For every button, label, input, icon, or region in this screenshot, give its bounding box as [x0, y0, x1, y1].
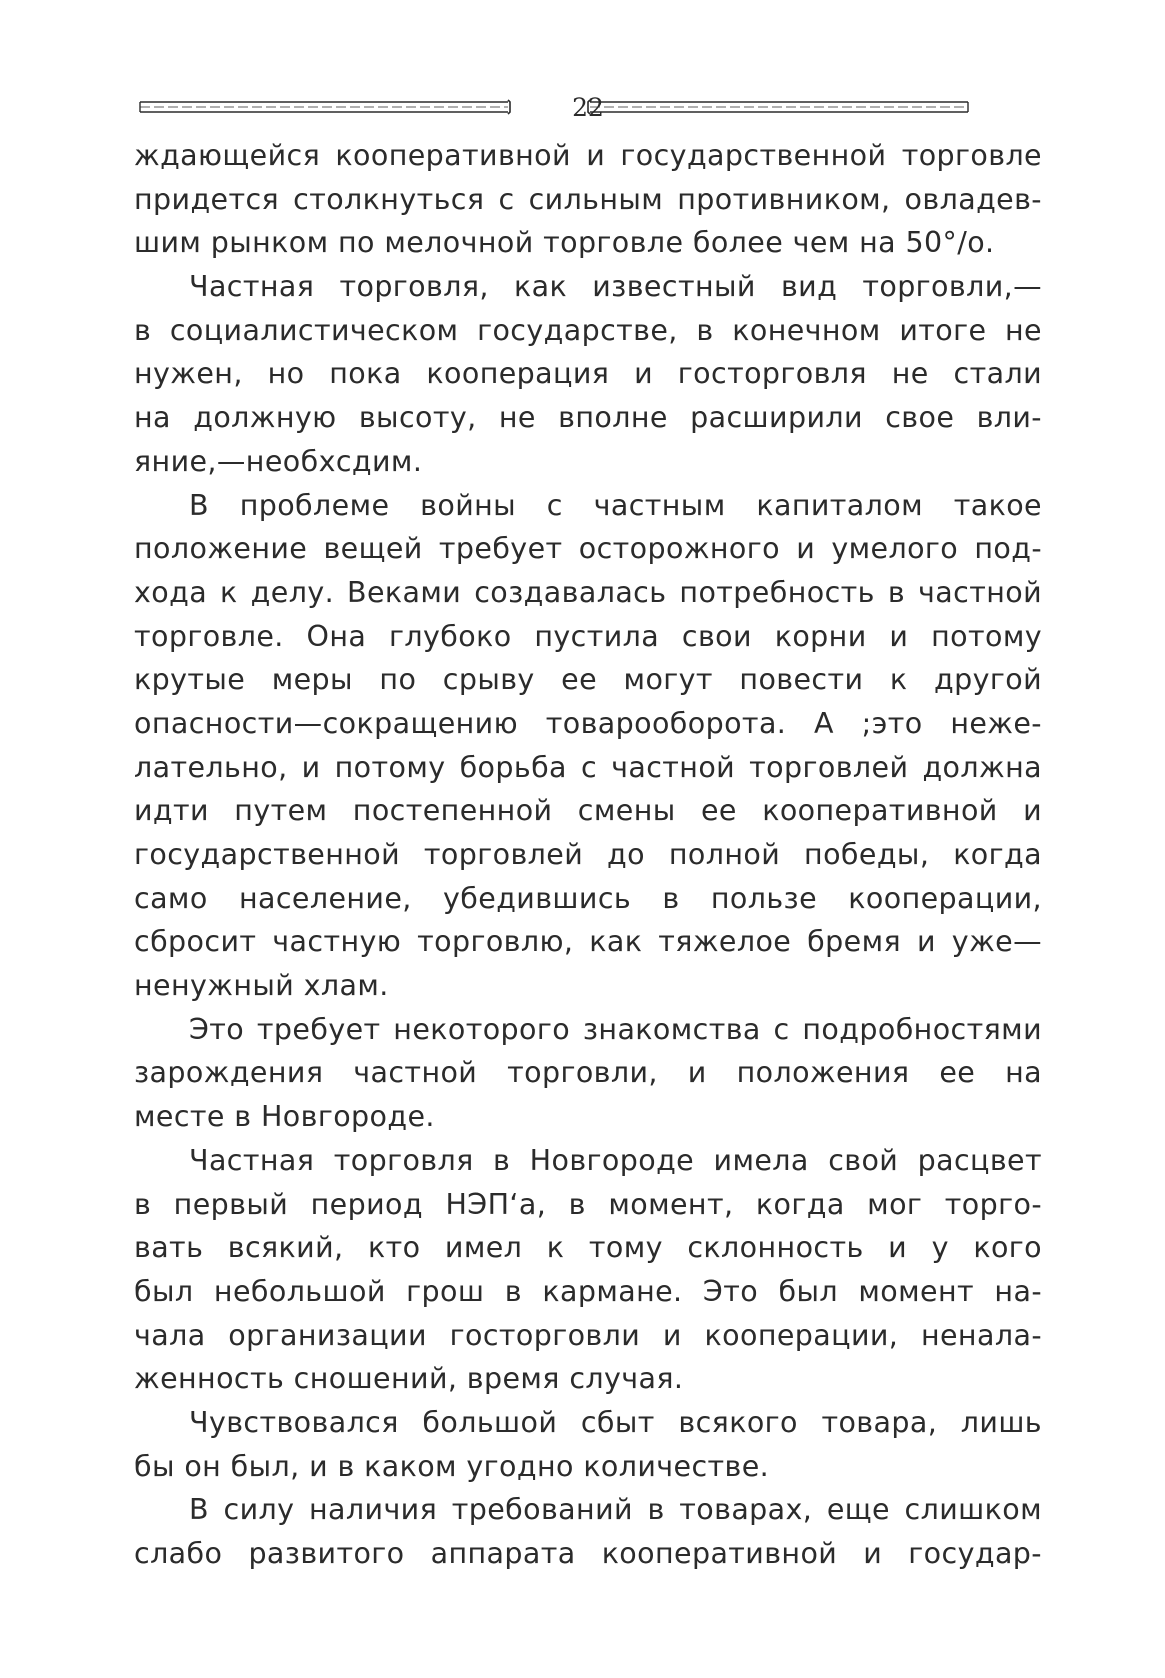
text-line: крутые меры по срыву ее могут повести к другой [134, 663, 1042, 697]
text-line: Чувствовался большой сбыт всякого товара, лишь [189, 1405, 1042, 1439]
text-line: торговле. Она глубоко пустила свои корни и потому [134, 619, 1042, 653]
page-header [138, 90, 1038, 126]
text-line: в социалистическом государстве, в конечном итоге не [134, 313, 1042, 347]
text-line: на должную высоту, не вполне расширили свое вли- [134, 401, 1042, 435]
text-line: идти путем постепенной смены ее кооперативной и [134, 794, 1042, 828]
text-line: шим рынком по мелочной торговле более чем на 50°/о. [134, 226, 995, 260]
text-line: вать всякий, кто имел к тому склонность и у кого [134, 1231, 1042, 1265]
text-line: месте в Новгороде. [134, 1100, 435, 1134]
text-line: женность сношений, время случая. [134, 1362, 684, 1396]
text-line: положение вещей требует осторожного и умелого под- [134, 532, 1042, 566]
body-text [134, 134, 1042, 1576]
text-line: зарождения частной торговли, и положения ее на [134, 1056, 1042, 1090]
text-line: Частная торговля, как известный вид торговли,— [189, 270, 1042, 304]
text-line: само население, убедившись в пользе кооперации, [134, 881, 1042, 915]
text-line: Это требует некоторого знакомства с подробностями [189, 1012, 1042, 1046]
text-line: придется столкнуться с сильным противником, овладев- [134, 182, 1042, 216]
text-line: лательно, и потому борьба с частной торговлей должна [134, 750, 1042, 784]
text-line: нужен, но пока кооперация и госторговля не стали [134, 357, 1042, 391]
text-line: опасности—сокращению товарооборота. А ;это неже- [134, 706, 1042, 740]
text-line: В силу наличия требований в товарах, еще слишком [189, 1493, 1042, 1527]
text-line: был небольшой грош в кармане. Это был момент на- [134, 1274, 1042, 1308]
text-line: Частная торговля в Новгороде имела свой расцвет [189, 1143, 1042, 1177]
text-line: бы он был, и в каком угодно количестве. [134, 1449, 770, 1483]
text-line: в первый период НЭП‘а, в момент, когда мог торго- [134, 1187, 1042, 1221]
text-line: В проблеме войны с частным капиталом такое [189, 488, 1042, 522]
text-line: слабо развитого аппарата кооперативной и государ- [134, 1537, 1042, 1570]
text-line: чала организации госторговли и кооперации, ненала- [134, 1318, 1042, 1352]
text-line: ненужный хлам. [134, 969, 389, 1003]
text-line: сбросит частную торговлю, как тяжелое бремя и уже— [134, 925, 1042, 959]
text-line: хода к делу. Веками создавалась потребность в частной [134, 575, 1042, 609]
text-line: яние,—необхсдим. [134, 444, 423, 478]
text-line: ждающейся кооперативной и государственной торговле [134, 139, 1042, 172]
text-line: государственной торговлей до полной победы, когда [134, 838, 1042, 871]
page-number: 22 [572, 93, 604, 122]
